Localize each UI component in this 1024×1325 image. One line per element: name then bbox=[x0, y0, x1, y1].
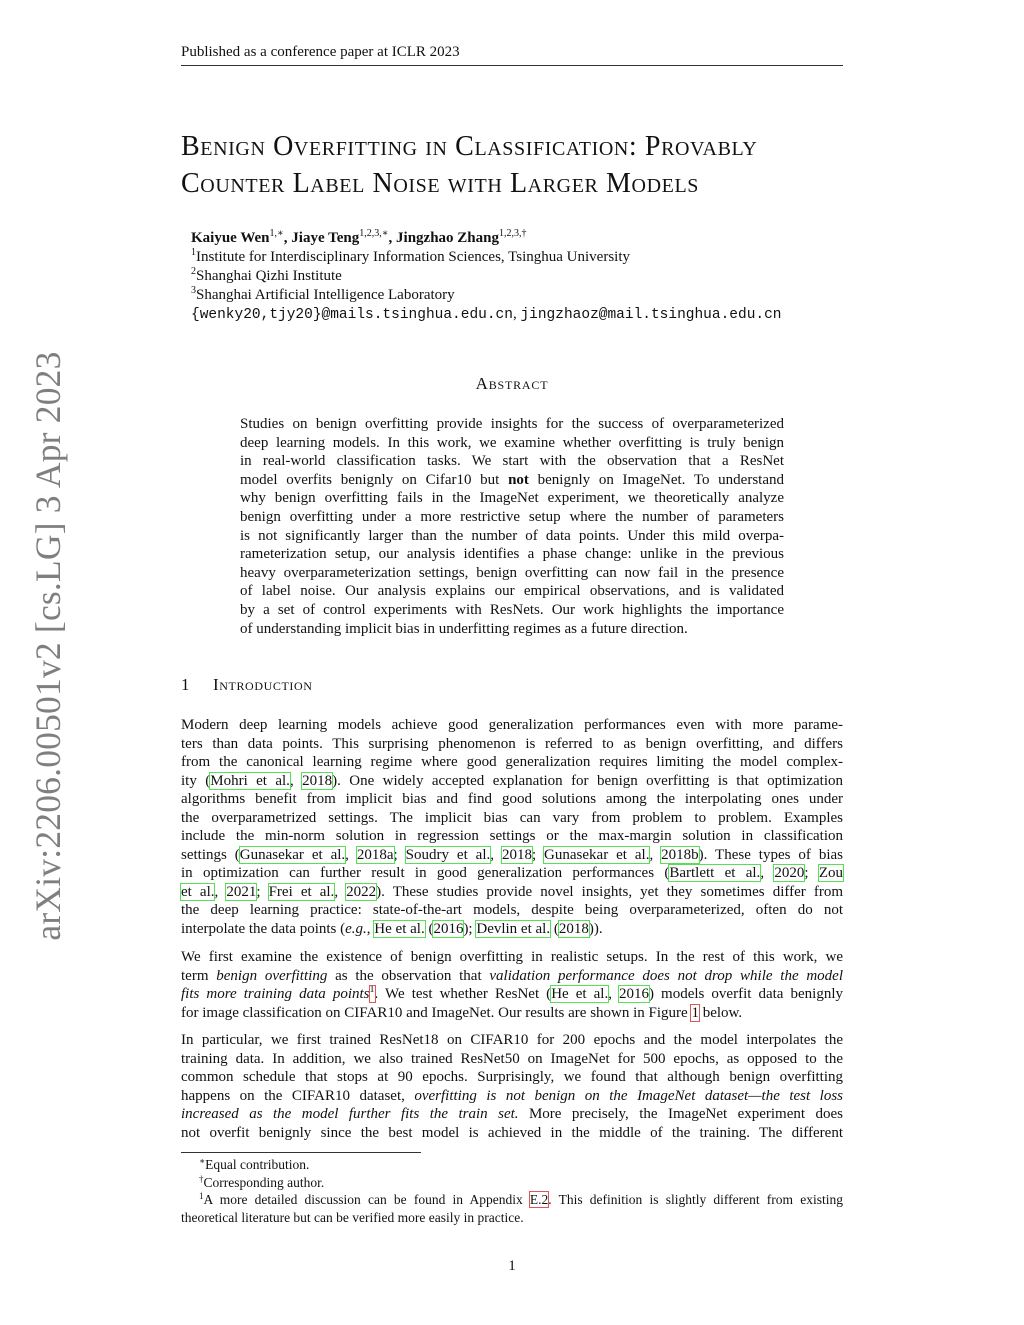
citation-link[interactable]: He et al. bbox=[374, 920, 425, 937]
text-line: term benign overfitting as the observation that validation performance does not drop while the model bbox=[181, 967, 844, 984]
abstract-body bbox=[240, 415, 784, 638]
intro-paragraph-1 bbox=[181, 716, 843, 938]
header-rule bbox=[181, 65, 843, 66]
affiliation-3-mark: 3 bbox=[191, 285, 196, 296]
author-block bbox=[191, 229, 782, 324]
footnotes bbox=[181, 1156, 843, 1226]
citation-link[interactable]: 2021 bbox=[226, 883, 257, 900]
arxiv-stamp: arXiv:2206.00501v2 [cs.LG] 3 Apr 2023 bbox=[28, 351, 68, 941]
citation-link[interactable]: Bartlett et al. bbox=[669, 865, 761, 881]
figure-link[interactable]: 1 bbox=[691, 1004, 699, 1021]
citation-link[interactable]: 2018 bbox=[558, 920, 589, 937]
text-line: happens on the CIFAR10 dataset, overfitting is not benign on the ImageNet dataset—the test loss bbox=[181, 1087, 843, 1104]
citation-link[interactable]: Devlin et al. bbox=[476, 920, 551, 937]
citation-link[interactable]: Mohri et al. bbox=[210, 772, 290, 789]
abstract-line: of understanding implicit bias in underfitting regimes as a future direction. bbox=[240, 620, 688, 637]
abstract-line: by a set of control experiments with ResNets. Our work highlights the importance bbox=[240, 601, 784, 618]
text-line: ity (Mohri et al., 2018). One widely accepted explanation for benign overfitting is that optimization bbox=[181, 772, 843, 789]
section-title: Introduction bbox=[213, 675, 313, 694]
text-line: We first examine the existence of benign overfitting in realistic setups. In the rest of this work, we bbox=[181, 949, 843, 965]
title-line-1: Benign Overfitting in Classification: Provably bbox=[181, 131, 758, 162]
text-line: In particular, we first trained ResNet18 on CIFAR10 for 200 epochs and the model interpolates the bbox=[181, 1032, 843, 1048]
citation-link[interactable]: 2016 bbox=[619, 986, 649, 1002]
footnote-1: $^1$A more detailed discussion can be found in Appendix E.2. This definition is slightly different from existing bbox=[199, 1191, 843, 1207]
appendix-link[interactable]: E.2 bbox=[529, 1192, 549, 1207]
author-names: Kaiyue Wen$^{1,∗}$, Jiaye Teng$^{1,2,3,∗}$, Jingzhao Zhang$^{1,2,3,\dagger}$ bbox=[191, 228, 527, 246]
affiliation-1-text: Institute for Interdisciplinary Information Sciences, Tsinghua University bbox=[196, 249, 630, 265]
text-line: for image classification on CIFAR10 and ImageNet. Our results are shown in Figure 1 below. bbox=[181, 1004, 743, 1021]
abstract-line bbox=[240, 471, 784, 490]
author-2-mark: 1,2,3,∗ bbox=[359, 228, 389, 239]
citation-link[interactable]: Soudry et al. bbox=[405, 846, 491, 863]
text-line: interpolate the data points (e.g., He et al. (2016); Devlin et al. (2018)). bbox=[181, 920, 603, 937]
abstract-line: deep learning models. In this work, we examine whether overfitting is truly benign bbox=[240, 434, 784, 451]
abstract-line: Studies on benign overfitting provide insights for the success of overparameterized bbox=[240, 416, 784, 432]
footnote-1-continued: theoretical literature but can be verified more easily in practice. bbox=[181, 1209, 524, 1225]
author-1: Kaiyue Wen bbox=[191, 230, 270, 246]
abstract-line: in real-world classification tasks. We start with the observation that a ResNet bbox=[240, 453, 784, 470]
citation-link[interactable]: et al. bbox=[181, 883, 215, 900]
footnote-equal-contribution: ∗Equal contribution. bbox=[199, 1156, 310, 1172]
section-heading-introduction bbox=[181, 675, 313, 695]
footnote-corresponding-author: †Corresponding author. bbox=[199, 1173, 325, 1190]
abstract-heading: Abstract bbox=[475, 374, 549, 393]
intro-paragraph-2 bbox=[181, 948, 843, 1022]
abstract-line-part: model overfits benignly on Cifar10 but bbox=[240, 471, 509, 488]
affiliation-2 bbox=[191, 267, 782, 286]
author-1-mark: 1,∗ bbox=[269, 228, 284, 239]
text-line: ters than data points. This surprising phenomenon is referred to as benign overfitting, and differs bbox=[181, 735, 843, 752]
abstract-line: rameterization setup, our analysis identifies a phase change: unlike in the previous bbox=[240, 546, 784, 563]
citation-link[interactable]: Frei et al. bbox=[268, 883, 335, 900]
citation-link[interactable]: Zou bbox=[818, 865, 843, 881]
section-number: 1 bbox=[181, 675, 191, 694]
text-line: from the canonical learning regime where good generalization requires limiting the model complex- bbox=[181, 754, 843, 770]
author-2: Jiaye Teng bbox=[291, 230, 360, 246]
author-3: Jingzhao Zhang bbox=[396, 230, 499, 246]
citation-link[interactable]: 2018 bbox=[302, 772, 333, 789]
text-line: in optimization can further result in good generalization performances (Bartlett et al., 2020; Zou bbox=[181, 865, 843, 881]
text-line: not overfit benignly since the best model is achieved in the middle of the training. The different bbox=[181, 1124, 843, 1141]
paper-title bbox=[181, 128, 861, 202]
affiliation-2-mark: 2 bbox=[191, 266, 196, 277]
affiliation-3-text: Shanghai Artificial Intelligence Laboratory bbox=[196, 287, 455, 303]
citation-link[interactable]: 2018 bbox=[501, 846, 532, 863]
running-header: Published as a conference paper at ICLR 2023 bbox=[181, 44, 460, 60]
text-line: settings (Gunasekar et al., 2018a; Soudry et al., 2018; Gunasekar et al., 2018b). These types of bias bbox=[181, 846, 843, 863]
abstract-line: why benign overfitting fails in the ImageNet experiment, we theoretically analyze bbox=[240, 490, 784, 507]
footnote-link[interactable]: 1 bbox=[370, 986, 375, 1002]
text-line: training data. In addition, we also trained ResNet50 on ImageNet for 500 epochs, as opposed to the bbox=[181, 1050, 843, 1067]
text-line: increased as the model further fits the train set. More precisely, the ImageNet experiment does bbox=[181, 1106, 843, 1122]
abstract-line: heavy overparameterization settings, benign overfitting can now fail in the presence bbox=[240, 564, 784, 581]
intro-paragraph-3 bbox=[181, 1031, 843, 1142]
text-line: common schedule that stops at 90 epochs. Surprisingly, we found that although benign overfitting bbox=[181, 1069, 843, 1085]
footnote-rule bbox=[181, 1152, 421, 1153]
text-line: fits more training data points$^1$. We test whether ResNet (He et al., 2016) models overfit data benignly bbox=[181, 984, 844, 1002]
affiliation-3 bbox=[191, 286, 782, 305]
title-line-2: Counter Label Noise with Larger Models bbox=[181, 168, 699, 199]
text-line: et al., 2021; Frei et al., 2022). These studies provide novel insights, yet they sometimes differ from bbox=[181, 883, 844, 900]
abstract-bold-not: not bbox=[508, 471, 529, 488]
text-line: algorithms benefit from implicit bias and find good solutions among the interpolating ones under bbox=[181, 791, 843, 807]
affiliation-2-text: Shanghai Qizhi Institute bbox=[196, 268, 342, 284]
abstract-line: is not significantly larger than the number of data points. Under this mild overpa- bbox=[240, 527, 784, 544]
citation-link[interactable]: 2022 bbox=[346, 883, 377, 900]
page-number: 1 bbox=[508, 1258, 516, 1274]
text-line: the deep learning practice: state-of-the-art models, despite being overparameterized, often do not bbox=[181, 902, 843, 918]
affiliation-1-mark: 1 bbox=[191, 247, 196, 258]
citation-link[interactable]: 2020 bbox=[774, 865, 805, 881]
citation-link[interactable]: Gunasekar et al. bbox=[544, 846, 650, 863]
citation-link[interactable]: 2018b bbox=[661, 846, 699, 863]
abstract-line-part: benignly on ImageNet. To understand bbox=[528, 471, 784, 488]
text-line: the overparametrized settings. The implicit bias can vary from problem to problem. Examples bbox=[181, 809, 843, 826]
text-line: include the min-norm solution in regression settings or the max-margin solution in classification bbox=[181, 828, 843, 844]
author-emails: {wenky20,tjy20}@mails.tsinghua.edu.cn, jingzhaoz@mail.tsinghua.edu.cn bbox=[191, 306, 782, 323]
email-1[interactable]: {wenky20,tjy20}@mails.tsinghua.edu.cn bbox=[191, 307, 513, 323]
abstract-line: of label noise. Our analysis explains our empirical observations, and is validated bbox=[240, 583, 784, 600]
author-3-mark: 1,2,3,† bbox=[498, 228, 527, 239]
citation-link[interactable]: 2018a bbox=[356, 846, 394, 863]
text-line: Modern deep learning models achieve good generalization performances even with more parame- bbox=[181, 717, 843, 733]
email-2[interactable]: jingzhaoz@mail.tsinghua.edu.cn bbox=[520, 307, 782, 323]
affiliation-1 bbox=[191, 248, 782, 267]
citation-link[interactable]: 2016 bbox=[433, 920, 464, 937]
abstract-line: benign overfitting under a more restrictive setup where the number of parameters bbox=[240, 508, 784, 525]
citation-link[interactable]: He et al. bbox=[551, 986, 609, 1002]
citation-link[interactable]: Gunasekar et al. bbox=[239, 846, 346, 863]
